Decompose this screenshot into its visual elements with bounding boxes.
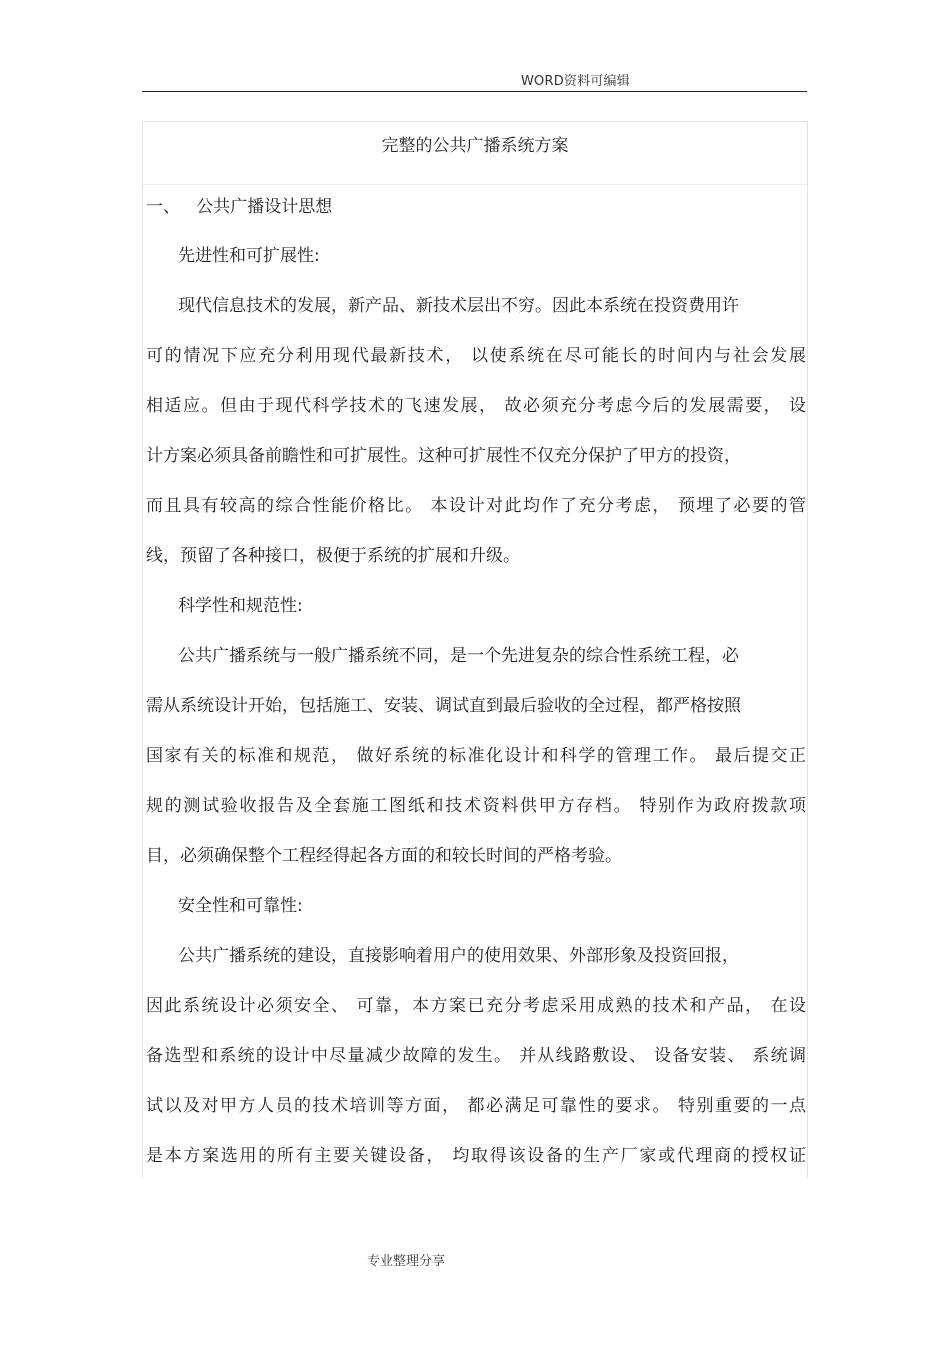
title-row (143, 122, 807, 185)
subsection-title-scientific: 科学性和规范性: (178, 596, 303, 616)
section-heading: 一、 公共广播设计思想 (146, 197, 333, 217)
paragraph-line: 备选型和系统的设计中尽量减少故障的发生。 并从线路敷设、 设备安装、 系统调 (146, 1046, 806, 1066)
paragraph-line: 相适应。但由于现代科学技术的飞速发展， 故必须充分考虑今后的发展需要， 设 (146, 396, 806, 416)
subsection-title-safety: 安全性和可靠性: (178, 896, 303, 916)
paragraph-line: 因此系统设计必须安全、 可靠，本方案已充分考虑采用成熟的技术和产品， 在设 (146, 996, 806, 1016)
page-footer: 专业整理分享 (367, 1254, 446, 1269)
paragraph-line: 目，必须确保整个工程经得起各方面的和较长时间的严格考验。 (146, 846, 622, 866)
paragraph-line: 计方案必须具备前瞻性和可扩展性。这种可扩展性不仅充分保护了甲方的投资， (146, 446, 741, 466)
paragraph-line: 公共广播系统的建设，直接影响着用户的使用效果、外部形象及投资回报， (178, 946, 739, 966)
subsection-title-advanced: 先进性和可扩展性: (178, 246, 320, 266)
paragraph-line: 是本方案选用的所有主要关键设备， 均取得该设备的生产厂家或代理商的授权证 (146, 1146, 806, 1166)
header-rule (142, 91, 807, 92)
paragraph-line: 而且具有较高的综合性能价格比。 本设计对此均作了充分考虑， 预埋了必要的管 (146, 496, 806, 516)
paragraph-line: 线，预留了各种接口，极便于系统的扩展和升级。 (146, 546, 520, 566)
paragraph-line: 需从系统设计开始，包括施工、安装、调试直到最后验收的全过程，都严格按照 (146, 696, 741, 716)
paragraph-line: 规的测试验收报告及全套施工图纸和技术资料供甲方存档。 特别作为政府拨款项 (146, 796, 806, 816)
paragraph-line: 公共广播系统与一般广播系统不同，是一个先进复杂的综合性系统工程，必 (178, 646, 739, 666)
paragraph-line: 国家有关的标准和规范， 做好系统的标准化设计和科学的管理工作。 最后提交正 (146, 746, 806, 766)
paragraph-line: 可的情况下应充分利用现代最新技术， 以使系统在尽可能长的时间内与社会发展 (146, 346, 806, 366)
paragraph-line: 现代信息技术的发展，新产品、新技术层出不穷。因此本系统在投资费用许 (178, 296, 739, 316)
page-header: WORD资料可编辑 (521, 74, 630, 89)
document-title: 完整的公共广播系统方案 (381, 136, 569, 156)
paragraph-line: 试以及对甲方人员的技术培训等方面， 都必满足可靠性的要求。 特别重要的一点 (146, 1096, 806, 1116)
